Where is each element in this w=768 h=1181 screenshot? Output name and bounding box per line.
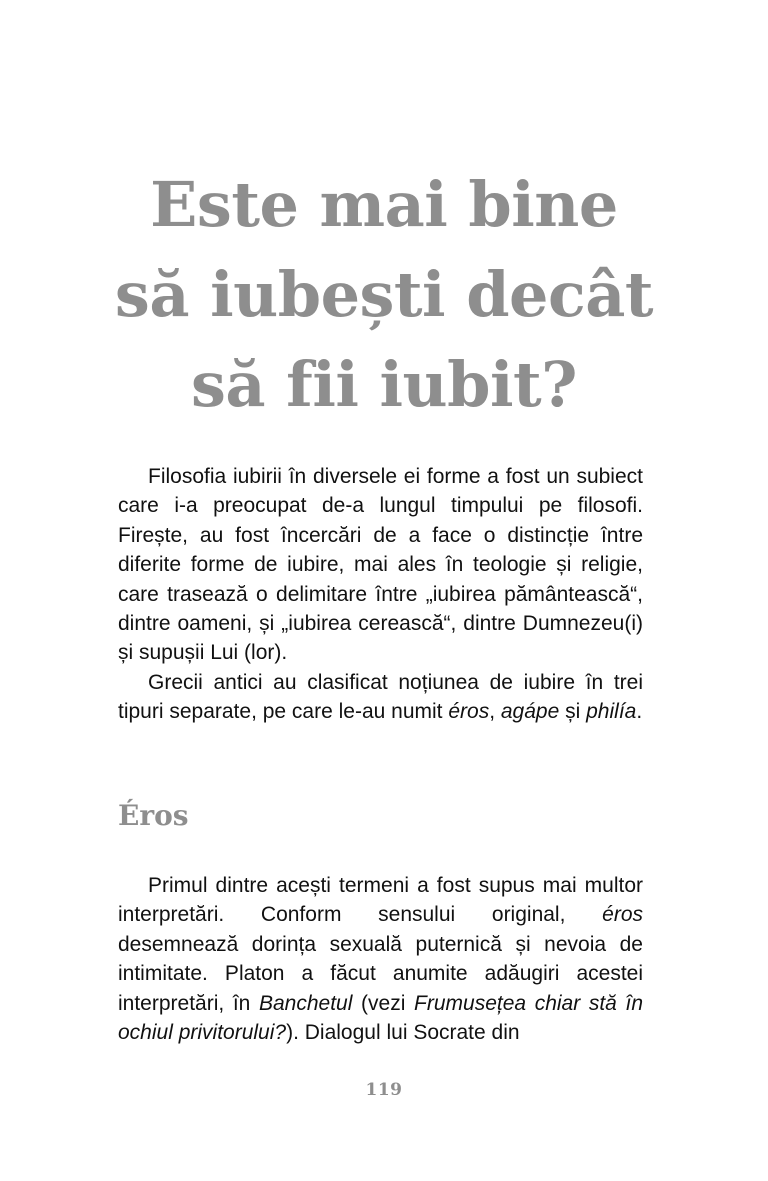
intro-paragraph-1: Filosofia iubirii în diversele ei forme a fost un subiect care i-a preocupat de-a lungul timpului pe filosofi. Firește, au fost încercări de a face o distincție între diferite forme de iubire, mai ales în teologie și religie, care trasează o delimitare între „iubirea pământească“, dintre oameni, și „iubirea cerească“, dintre Dumnezeu(i) și supușii Lui (lor). <box>118 465 643 665</box>
intro-p2-end: . <box>636 700 643 724</box>
section-p1-text-4: ). Dialogul lui Socrate din <box>286 1021 520 1045</box>
section-p1-text-3: (vezi <box>352 991 415 1015</box>
term-eros: éros <box>448 700 490 724</box>
intro-p2-sep-1: , <box>489 700 501 724</box>
chapter-title-line-2: să iubești decât <box>114 258 654 331</box>
intro-p2-text: Grecii antici au clasificat noțiunea de iubire în trei tipuri separate, pe care le-au numit <box>118 670 643 724</box>
chapter-title-line-3: să fii iubit? <box>190 348 578 421</box>
cross-reference: Frumusețea chiar stă în ochiul privitorului? <box>118 991 643 1045</box>
intro-text <box>118 462 643 727</box>
term-agape: agápe <box>500 700 560 724</box>
section-paragraph-1 <box>118 871 643 1047</box>
intro-paragraph-2 <box>118 668 643 727</box>
page-number: 119 <box>365 1080 403 1100</box>
book-title-banchetul: Banchetul <box>259 991 353 1015</box>
chapter-title <box>60 160 708 430</box>
chapter-title-line-1: Este mai bine <box>150 168 618 241</box>
section-p1-text-2: desemnează dorința sexuală puternică și nevoia de intimitate. Platon a făcut anumite adăugiri acestei interpretări, în <box>118 932 643 1015</box>
intro-p2-sep-2: și <box>559 700 587 724</box>
term-philia: philía <box>586 700 637 724</box>
section-text <box>118 871 643 1047</box>
section-term-eros: éros <box>602 903 643 927</box>
section-p1-text-1: Primul dintre acești termeni a fost supus mai multor interpretări. Conform sensului original, <box>118 874 643 927</box>
section-heading-eros: Éros <box>118 799 189 832</box>
